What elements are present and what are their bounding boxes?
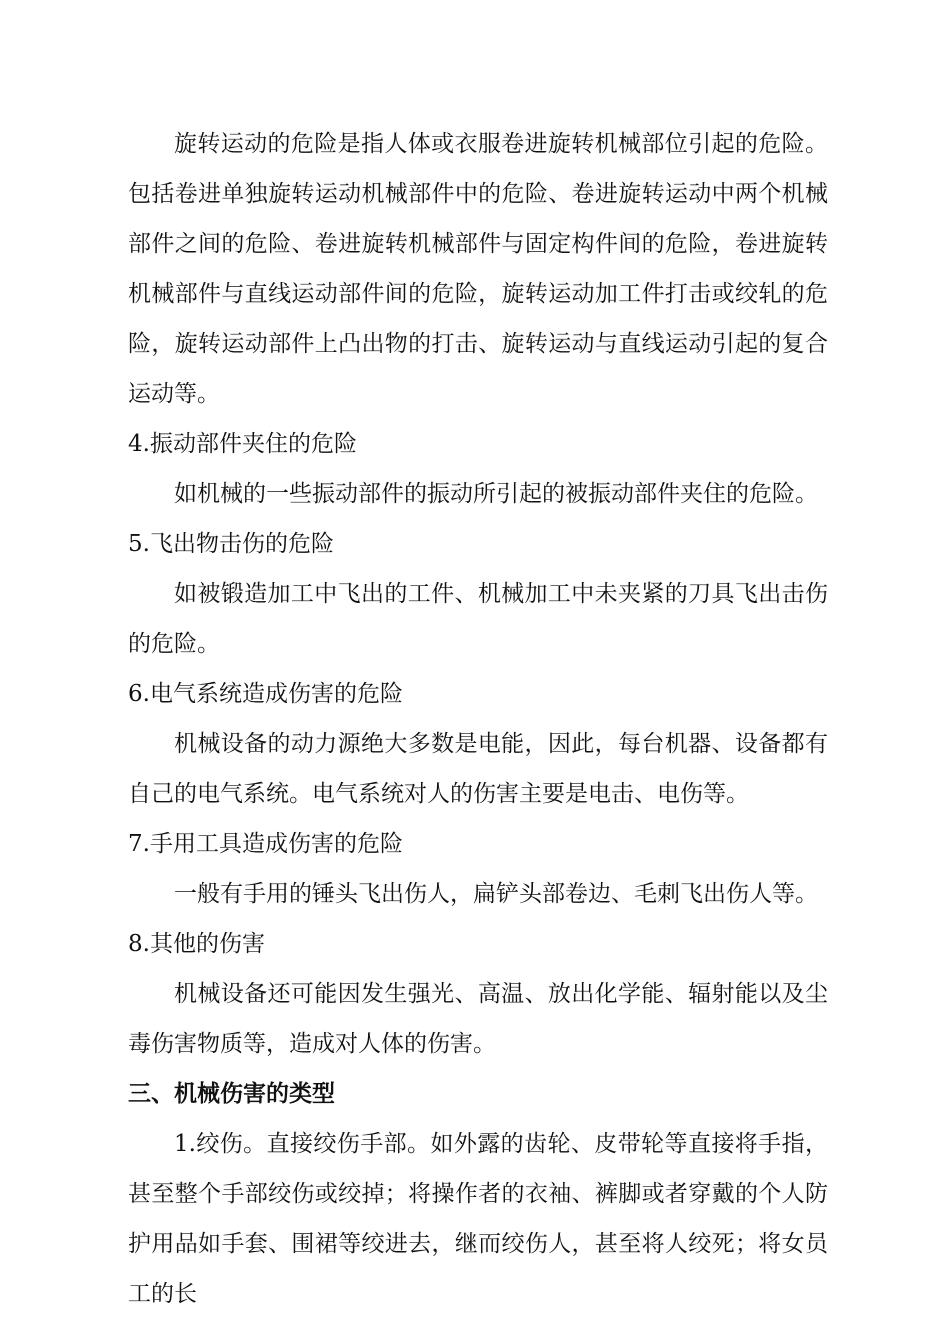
rotation-hazard-paragraph: 旋转运动的危险是指人体或衣服卷进旋转机械部位引起的危险。包括卷进单独旋转运动机械部件中的危险、卷进旋转运动中两个机械部件之间的危险、卷进旋转机械部件与固定构件间的危险，卷进旋转机械部件与直线运动部件间的危险，旋转运动加工件打击或绞轧的危险，旋转运动部件上凸出物的打击、旋转运动与直线运动引起的复合运动等。 (128, 131, 828, 407)
vibration-hazard-heading: 4.振动部件夹住的危险 (128, 431, 357, 457)
other-hazard-heading: 8.其他的伤害 (128, 931, 265, 957)
projectile-hazard-heading: 5.飞出物击伤的危险 (128, 531, 334, 557)
vibration-hazard-paragraph: 如机械的一些振动部件的振动所引起的被振动部件夹住的危险。 (174, 481, 818, 507)
projectile-hazard-paragraph: 如被锻造加工中飞出的工件、机械加工中未夹紧的刀具飞出击伤的危险。 (128, 581, 828, 657)
hand-tool-hazard-heading: 7.手用工具造成伤害的危险 (128, 831, 403, 857)
other-hazard-paragraph: 机械设备还可能因发生强光、高温、放出化学能、辐射能以及尘毒伤害物质等，造成对人体的伤害。 (128, 981, 828, 1057)
entanglement-injury-paragraph: 1.绞伤。直接绞伤手部。如外露的齿轮、皮带轮等直接将手指，甚至整个手部绞伤或绞掉；将操作者的衣袖、裤脚或者穿戴的个人防护用品如手套、围裙等绞进去，继而绞伤人，甚至将人绞死；将女员工的长 (128, 1131, 828, 1307)
hand-tool-hazard-paragraph: 一般有手用的锤头飞出伤人，扁铲头部卷边、毛刺飞出伤人等。 (174, 881, 818, 907)
electrical-hazard-paragraph: 机械设备的动力源绝大多数是电能，因此，每台机器、设备都有自己的电气系统。电气系统对人的伤害主要是电击、电伤等。 (128, 731, 828, 807)
electrical-hazard-heading: 6.电气系统造成伤害的危险 (128, 681, 403, 707)
document-body (128, 119, 828, 1319)
injury-types-section-heading: 三、机械伤害的类型 (128, 1080, 335, 1107)
